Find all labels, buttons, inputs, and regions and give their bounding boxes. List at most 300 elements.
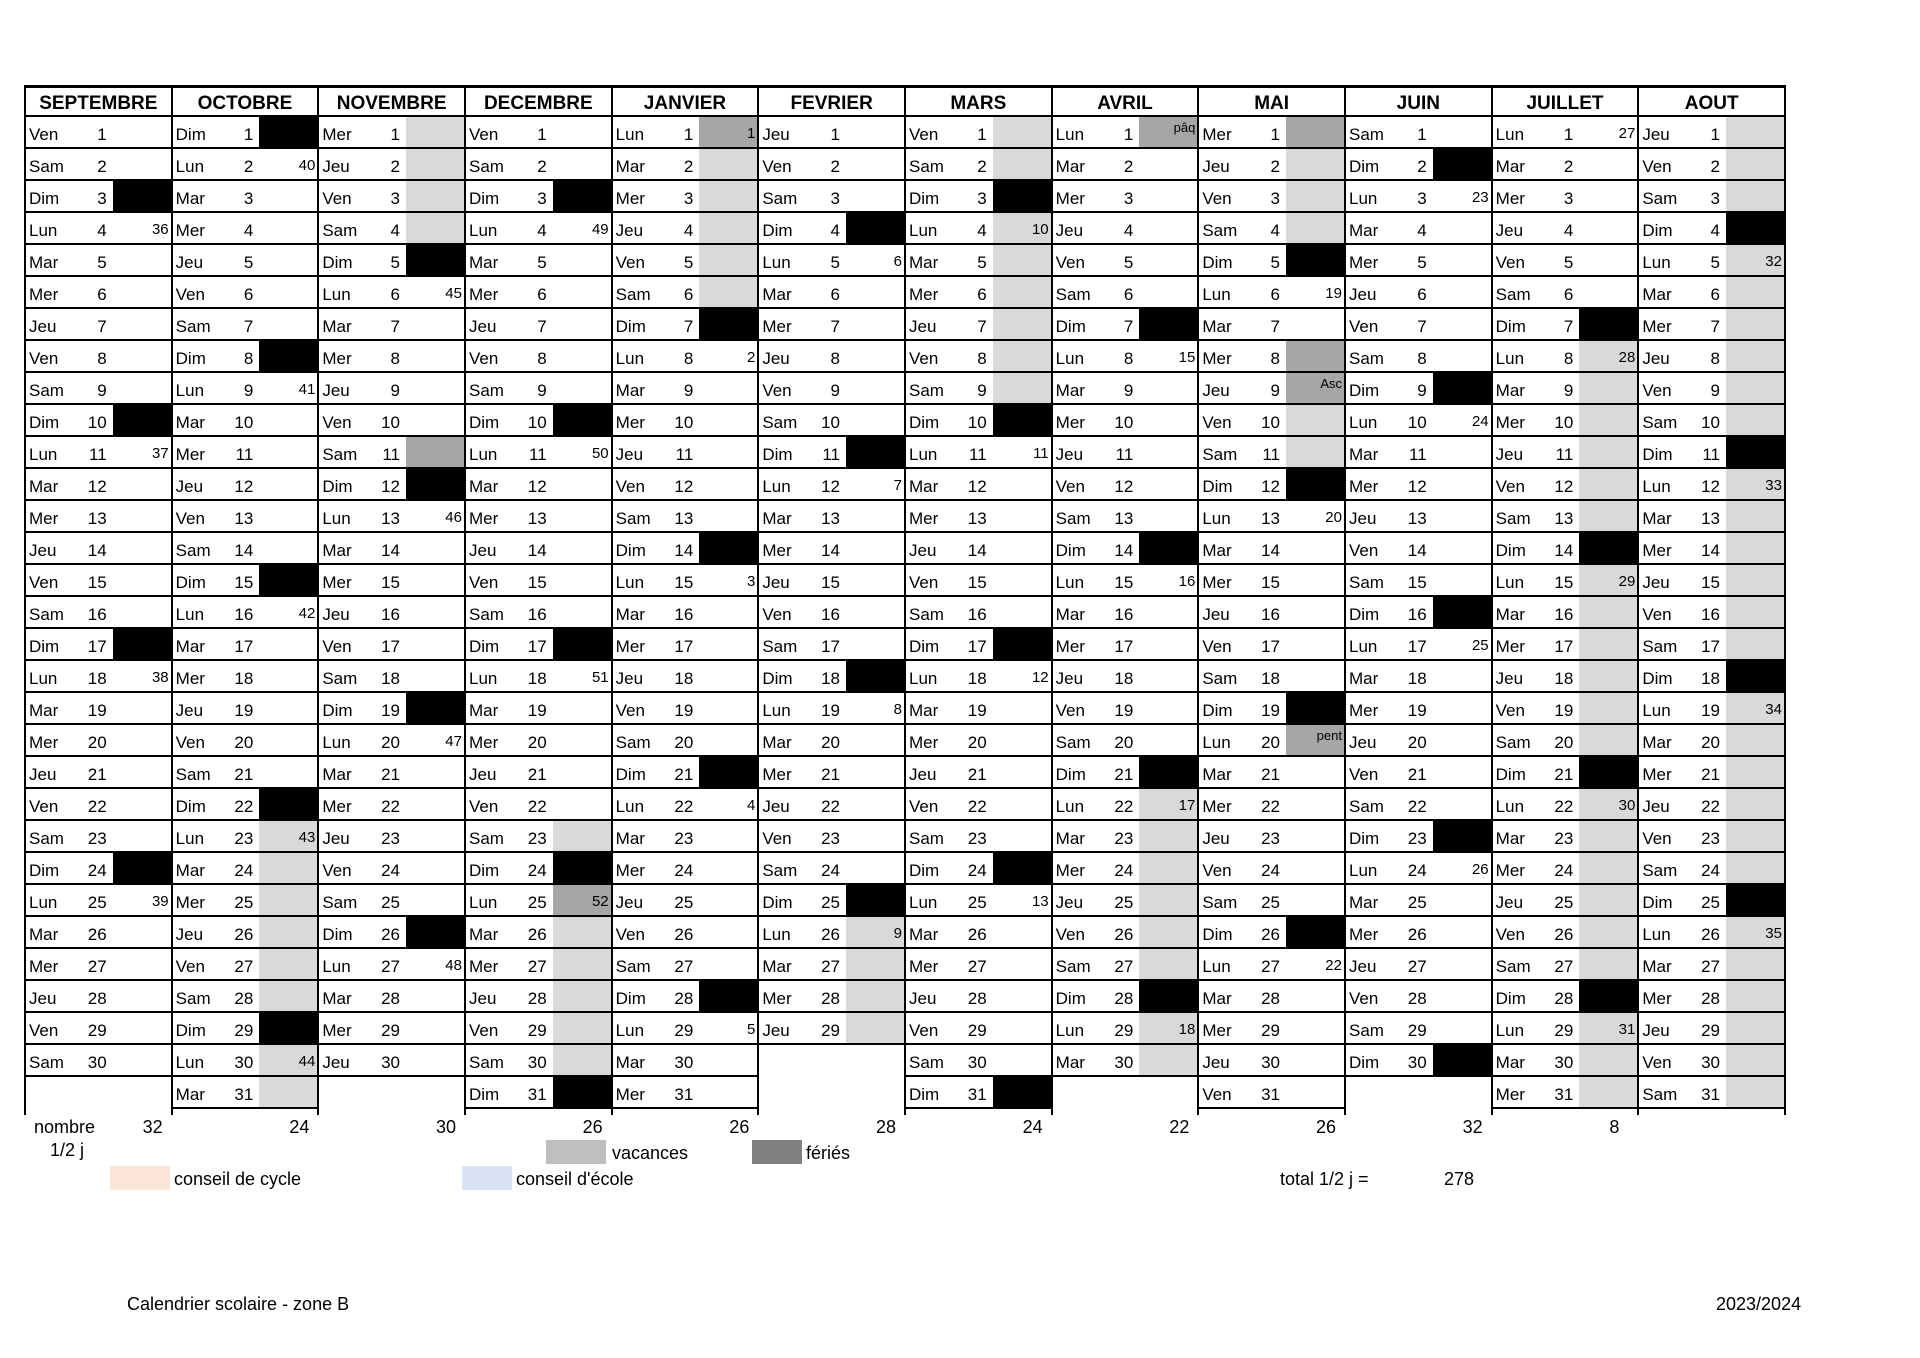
day-status-cell — [1433, 949, 1491, 979]
day-status-cell — [113, 277, 171, 307]
weekday: Sam — [322, 669, 358, 688]
day-number: 7 — [1417, 317, 1427, 336]
day-row — [1053, 213, 1198, 245]
weekday: Mar — [469, 253, 499, 272]
day-row — [1053, 693, 1198, 725]
day-row — [1346, 149, 1491, 181]
day-status-cell — [406, 117, 464, 147]
day-number: 20 — [1701, 733, 1720, 752]
day-status-cell — [113, 821, 171, 851]
day-status-cell — [699, 1045, 757, 1075]
day-number: 26 — [1407, 925, 1427, 944]
day-status-cell — [846, 565, 904, 595]
day-row — [1639, 181, 1784, 213]
day-row — [1199, 277, 1344, 309]
weekday: Jeu — [909, 541, 937, 560]
day-number: 1 — [1417, 125, 1427, 144]
weekday: Lun — [615, 349, 645, 368]
day-row — [1346, 533, 1491, 565]
weekday: Mar — [1495, 829, 1525, 848]
day-row — [173, 1045, 318, 1077]
day-number: 9 — [537, 381, 547, 400]
weekday: Jeu — [1055, 669, 1084, 688]
day-number: 28 — [1261, 989, 1280, 1008]
day-number: 6 — [1123, 285, 1134, 304]
weekday: Dim — [1642, 221, 1673, 240]
day-number: 23 — [821, 829, 840, 848]
day-number: 5 — [97, 253, 107, 272]
day-number: 13 — [967, 509, 987, 528]
day-number: 21 — [821, 765, 840, 784]
week-number: 10 — [1031, 221, 1049, 238]
weekday: Ven — [29, 349, 59, 368]
day-number: 9 — [1417, 381, 1427, 400]
day-status-cell — [1433, 533, 1491, 563]
day-number: 26 — [234, 925, 254, 944]
day-number: 14 — [87, 541, 107, 560]
day-status-cell — [1139, 1045, 1197, 1075]
weekday: Sam — [909, 381, 944, 400]
weekday: Lun — [175, 1053, 205, 1072]
day-status-cell — [1433, 917, 1491, 947]
weekday: Jeu — [175, 925, 204, 944]
weekday: Mer — [469, 957, 499, 976]
day-number: 12 — [87, 477, 107, 496]
day-number: 13 — [1114, 509, 1134, 528]
day-row — [906, 661, 1051, 693]
half-day-count: 28 — [876, 1117, 897, 1137]
day-status-cell — [406, 661, 464, 691]
weekday: Mar — [29, 925, 59, 944]
day-number: 8 — [683, 349, 694, 368]
day-status-cell — [113, 789, 171, 819]
weekday: Mer — [1202, 797, 1232, 816]
weekday: Sam — [1202, 221, 1238, 240]
day-number: 3 — [1710, 189, 1720, 208]
weekday: Jeu — [762, 349, 790, 368]
day-number: 29 — [381, 1021, 400, 1040]
day-row — [613, 245, 758, 277]
day-number: 5 — [830, 253, 840, 272]
day-number: 14 — [1407, 541, 1427, 560]
day-row — [613, 981, 758, 1013]
day-row — [759, 629, 904, 661]
weekday: Jeu — [29, 989, 57, 1008]
day-number: 1 — [1563, 125, 1574, 144]
weekday: Ven — [1349, 989, 1379, 1008]
day-row — [26, 1013, 171, 1045]
day-number: 2 — [1417, 157, 1427, 176]
weekday: Dim — [615, 317, 646, 336]
day-row — [1493, 117, 1638, 149]
day-status-cell — [406, 245, 464, 275]
day-status-cell — [993, 853, 1051, 883]
weekday: Lun — [1349, 413, 1378, 432]
day-status-cell — [1286, 341, 1344, 371]
day-status-cell — [1139, 309, 1197, 339]
day-row — [466, 821, 611, 853]
weekday: Sam — [469, 605, 504, 624]
weekday: Ven — [469, 573, 499, 592]
day-row — [1053, 117, 1198, 149]
day-number: 25 — [1114, 893, 1134, 912]
weekday: Ven — [29, 1021, 59, 1040]
day-row — [466, 629, 611, 661]
day-status-cell — [1726, 213, 1784, 243]
day-number: 8 — [1123, 349, 1134, 368]
weekday: Mer — [762, 541, 792, 560]
day-row — [1053, 853, 1198, 885]
weekday: Dim — [469, 1085, 500, 1104]
day-row — [466, 1045, 611, 1077]
day-number: 11 — [1409, 445, 1427, 464]
weekday: Mar — [175, 637, 205, 656]
day-row — [1493, 469, 1638, 501]
day-status-cell — [553, 245, 611, 275]
weekday: Sam — [1055, 733, 1091, 752]
day-row — [613, 501, 758, 533]
day-status-cell — [1433, 373, 1491, 403]
day-row — [26, 309, 171, 341]
day-row — [319, 277, 464, 309]
weekday: Jeu — [29, 317, 57, 336]
day-number: 5 — [1710, 253, 1720, 272]
day-number: 4 — [243, 221, 254, 240]
day-status-cell — [406, 597, 464, 627]
day-number: 20 — [967, 733, 987, 752]
day-row — [1639, 693, 1784, 725]
day-status-cell — [1139, 437, 1197, 467]
day-number: 1 — [537, 125, 547, 144]
weekday: Mer — [615, 189, 645, 208]
day-number: 27 — [234, 957, 254, 976]
day-number: 18 — [1407, 669, 1427, 688]
day-status-cell — [1433, 661, 1491, 691]
day-number: 9 — [243, 381, 254, 400]
day-status-cell — [553, 757, 611, 787]
day-number: 2 — [1123, 157, 1134, 176]
day-row — [613, 1013, 758, 1045]
day-row — [759, 149, 904, 181]
day-row — [1199, 117, 1344, 149]
week-number: 36 — [151, 221, 169, 238]
weekday: Ven — [1055, 477, 1085, 496]
day-row — [466, 661, 611, 693]
weekday: Mar — [1495, 381, 1525, 400]
day-status-cell — [846, 501, 904, 531]
day-row — [173, 885, 318, 917]
day-number: 13 — [674, 509, 694, 528]
weekday: Lun — [762, 925, 791, 944]
day-row — [1199, 885, 1344, 917]
day-status-cell — [846, 981, 904, 1011]
day-status-cell — [1579, 629, 1637, 659]
day-row — [1493, 853, 1638, 885]
weekday: Jeu — [1642, 797, 1670, 816]
day-number: 28 — [674, 989, 694, 1008]
day-number: 30 — [1407, 1053, 1427, 1072]
weekday: Mer — [29, 509, 59, 528]
day-row — [26, 885, 171, 917]
day-status-cell — [1433, 469, 1491, 499]
day-number: 10 — [87, 413, 107, 432]
day-row — [1493, 309, 1638, 341]
day-row — [173, 693, 318, 725]
day-row — [319, 469, 464, 501]
day-row — [906, 501, 1051, 533]
weekday: Lun — [1055, 125, 1085, 144]
day-row — [1346, 853, 1491, 885]
weekday: Lun — [1055, 797, 1085, 816]
day-row — [173, 1077, 318, 1109]
day-number: 21 — [234, 765, 254, 784]
day-row — [1639, 565, 1784, 597]
day-row — [613, 149, 758, 181]
weekday: Sam — [29, 605, 64, 624]
weekday: Sam — [1349, 573, 1384, 592]
day-status-cell — [1433, 1013, 1491, 1043]
day-row — [613, 117, 758, 149]
day-number: 4 — [1123, 221, 1134, 240]
day-number: 7 — [97, 317, 107, 336]
month-header: MARS — [906, 85, 1051, 117]
weekday: Dim — [1202, 925, 1233, 944]
weekday: Mar — [322, 989, 352, 1008]
day-status-cell — [1286, 181, 1344, 211]
day-row — [1199, 469, 1344, 501]
weekday: Jeu — [909, 317, 937, 336]
day-row — [1639, 405, 1784, 437]
day-status-cell — [1433, 117, 1491, 147]
weekday: Ven — [615, 477, 645, 496]
weekday: Jeu — [1349, 285, 1377, 304]
day-status-cell — [846, 597, 904, 627]
day-status-cell — [113, 725, 171, 755]
weekday: Dim — [322, 925, 353, 944]
day-number: 4 — [1710, 221, 1720, 240]
weekday: Lun — [1495, 797, 1525, 816]
day-number: 6 — [537, 285, 547, 304]
day-status-cell — [1286, 213, 1344, 243]
day-row — [1199, 245, 1344, 277]
weekday: Jeu — [1055, 445, 1084, 464]
day-row — [613, 533, 758, 565]
day-row — [466, 117, 611, 149]
day-row — [319, 181, 464, 213]
day-number: 2 — [1563, 157, 1574, 176]
day-status-cell — [1726, 757, 1784, 787]
weekday: Lun — [615, 125, 645, 144]
day-status-cell — [1726, 341, 1784, 371]
day-row — [759, 309, 904, 341]
weekday: Sam — [1202, 445, 1238, 464]
day-row — [1346, 885, 1491, 917]
weekday: Mar — [175, 413, 205, 432]
week-number: 34 — [1765, 701, 1782, 718]
day-row — [906, 437, 1051, 469]
day-row — [319, 501, 464, 533]
day-number: 22 — [674, 797, 694, 816]
day-row — [1639, 981, 1784, 1013]
day-number: 19 — [674, 701, 694, 720]
weekday: Sam — [615, 285, 651, 304]
day-number: 18 — [1261, 669, 1280, 688]
day-row — [1493, 917, 1638, 949]
day-number: 11 — [969, 445, 987, 464]
weekday: Dim — [1202, 477, 1233, 496]
day-number: 10 — [1114, 413, 1134, 432]
day-number: 23 — [1554, 829, 1574, 848]
day-number: 11 — [1115, 445, 1134, 464]
day-number: 20 — [527, 733, 547, 752]
weekday: Mar — [1055, 1053, 1085, 1072]
weekday: Ven — [175, 957, 205, 976]
weekday: Mer — [1349, 253, 1379, 272]
day-row — [1199, 821, 1344, 853]
day-status-cell — [1286, 821, 1344, 851]
day-number: 25 — [1701, 893, 1720, 912]
day-number: 17 — [381, 637, 400, 656]
month-column — [1491, 85, 1638, 1115]
day-row — [466, 757, 611, 789]
day-row — [1199, 1013, 1344, 1045]
conseil-cycle-label: conseil de cycle — [174, 1169, 302, 1189]
weekday: Jeu — [1349, 957, 1377, 976]
day-number: 15 — [821, 573, 840, 592]
day-row — [613, 277, 758, 309]
weekday: Sam — [909, 829, 944, 848]
day-row — [1053, 245, 1198, 277]
day-status-cell — [259, 789, 317, 819]
day-row — [319, 565, 464, 597]
day-number: 1 — [683, 125, 694, 144]
day-number: 28 — [821, 989, 840, 1008]
day-status-cell — [1726, 405, 1784, 435]
weekday: Ven — [1202, 413, 1232, 432]
day-number: 16 — [234, 605, 254, 624]
day-row — [1493, 629, 1638, 661]
day-number: 7 — [683, 317, 694, 336]
weekday: Ven — [1495, 477, 1525, 496]
day-row — [1639, 277, 1784, 309]
day-number: 20 — [87, 733, 107, 752]
day-row — [1053, 1045, 1198, 1077]
day-row — [906, 341, 1051, 373]
weekday: Lun — [1202, 957, 1231, 976]
day-row — [173, 149, 318, 181]
day-row — [906, 1077, 1051, 1109]
weekday: Dim — [322, 477, 353, 496]
day-status-cell — [1726, 1013, 1784, 1043]
day-row — [26, 245, 171, 277]
weekday: Lun — [29, 445, 58, 464]
day-number: 7 — [537, 317, 547, 336]
day-status-cell — [1433, 981, 1491, 1011]
feries-label: fériés — [806, 1143, 851, 1163]
month-header: OCTOBRE — [173, 85, 318, 117]
day-number: 19 — [381, 701, 400, 720]
week-number: 29 — [1618, 573, 1636, 590]
month-column — [1637, 85, 1784, 1115]
day-number: 19 — [1701, 701, 1720, 720]
week-number: 50 — [591, 445, 609, 462]
day-row — [466, 245, 611, 277]
day-status-cell — [1579, 917, 1637, 947]
day-row — [26, 661, 171, 693]
day-number: 1 — [977, 125, 987, 144]
day-row — [319, 597, 464, 629]
day-number: 15 — [1407, 573, 1427, 592]
day-status-cell — [553, 341, 611, 371]
day-row — [26, 597, 171, 629]
weekday: Lun — [29, 669, 58, 688]
vacances-swatch — [546, 1140, 606, 1164]
day-status-cell — [699, 405, 757, 435]
day-status-cell — [553, 981, 611, 1011]
day-row — [613, 597, 758, 629]
day-row — [173, 533, 318, 565]
day-status-cell — [406, 373, 464, 403]
weekday: Mer — [1349, 701, 1379, 720]
weekday: Ven — [1055, 253, 1085, 272]
day-number: 13 — [87, 509, 107, 528]
day-number: 4 — [1270, 221, 1280, 240]
weekday: Mer — [322, 125, 352, 144]
weekday: Ven — [1202, 189, 1232, 208]
weekday: Sam — [1495, 285, 1531, 304]
half-day-count: 26 — [582, 1117, 603, 1137]
weekday: Lun — [909, 445, 938, 464]
weekday: Jeu — [469, 317, 497, 336]
day-status-cell — [699, 437, 757, 467]
weekday: Mar — [909, 477, 939, 496]
half-day-count: 32 — [1462, 1117, 1483, 1137]
day-number: 5 — [683, 253, 694, 272]
day-status-cell — [993, 1077, 1051, 1107]
day-row — [1199, 341, 1344, 373]
day-row — [26, 533, 171, 565]
day-row — [1346, 341, 1491, 373]
day-row — [1199, 917, 1344, 949]
day-row — [466, 597, 611, 629]
day-number: 30 — [1701, 1053, 1720, 1072]
day-status-cell — [553, 565, 611, 595]
weekday: Lun — [615, 797, 645, 816]
day-row — [1346, 597, 1491, 629]
day-row — [1639, 789, 1784, 821]
day-row — [1346, 693, 1491, 725]
weekday: Sam — [1495, 509, 1531, 528]
day-row — [26, 821, 171, 853]
day-status-cell — [1286, 117, 1344, 147]
weekday: Mar — [1495, 605, 1525, 624]
day-status-cell — [993, 789, 1051, 819]
day-row — [613, 853, 758, 885]
total-value: 278 — [1444, 1169, 1475, 1189]
day-status-cell — [553, 533, 611, 563]
day-number: 6 — [243, 285, 254, 304]
day-number: 22 — [967, 797, 987, 816]
day-number: 15 — [1261, 573, 1280, 592]
day-status-cell — [1286, 565, 1344, 595]
day-row — [1639, 661, 1784, 693]
day-row — [466, 885, 611, 917]
weekday: Dim — [175, 349, 206, 368]
month-header: JUILLET — [1493, 85, 1638, 117]
day-status-cell — [1286, 405, 1344, 435]
day-status-cell — [846, 853, 904, 883]
day-row — [1346, 661, 1491, 693]
